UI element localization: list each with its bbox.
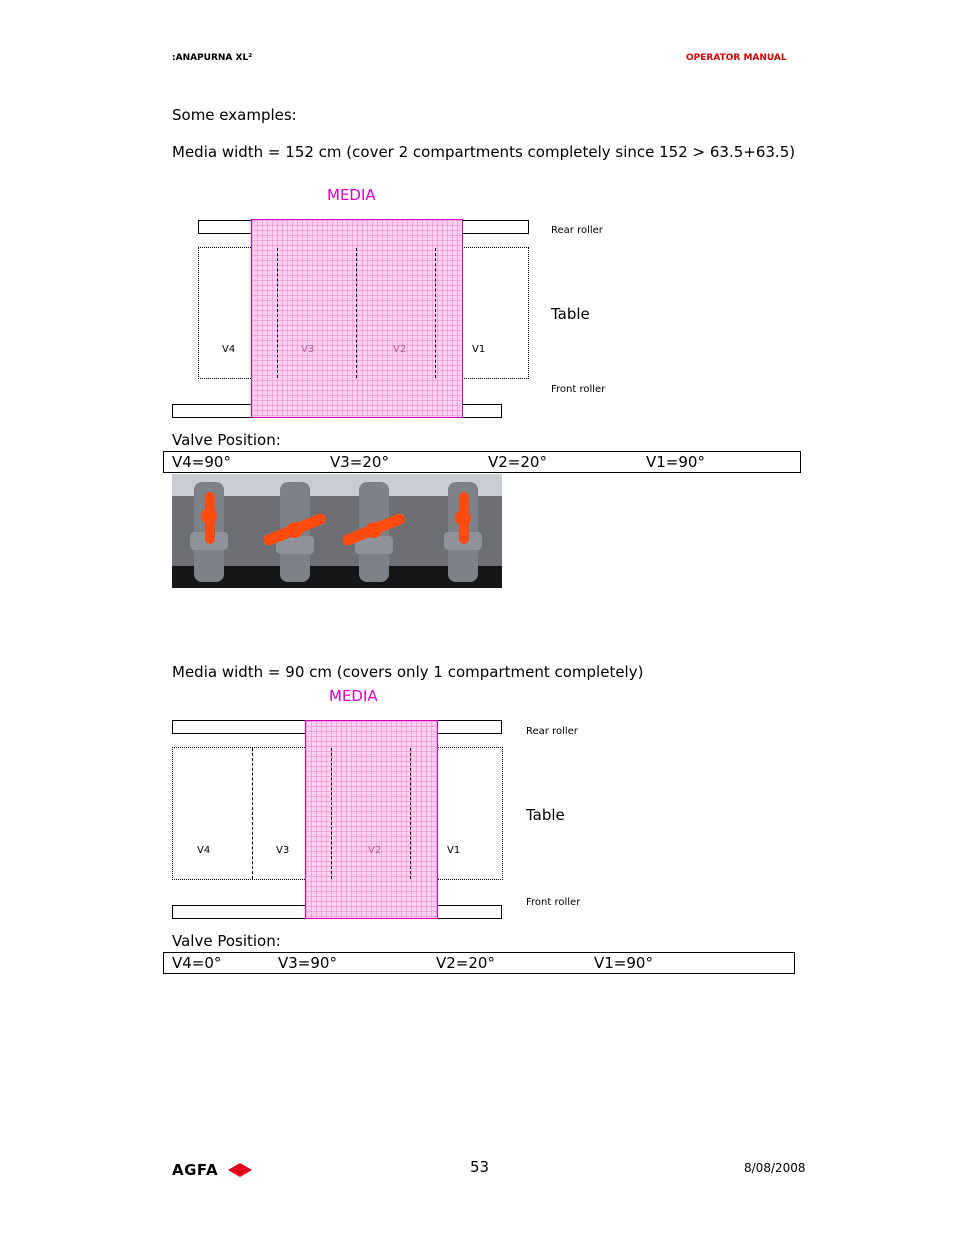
example1-v4-label: V4 [222,344,236,355]
example2-divider-1 [252,748,253,879]
example1-divider-2 [356,248,357,378]
example2-v2-position: V2=20° [436,954,495,972]
example2-caption: Media width = 90 cm (covers only 1 compartment completely) [172,663,644,681]
example1-rear-roller-label: Rear roller [551,225,603,236]
example2-v3-label: V3 [276,845,290,856]
example1-table-label: Table [551,305,590,323]
example2-v4-label: V4 [197,845,211,856]
example2-divider-2 [331,748,332,879]
example2-valve-positions [163,952,795,974]
valve-photo [172,474,502,588]
example1-divider-1 [277,248,278,378]
agfa-logo [172,1161,253,1179]
example2-divider-3 [410,748,411,879]
example2-v2-label: V2 [368,845,382,856]
valve-4 [444,482,482,582]
example2-v4-position: V4=0° [172,954,222,972]
example1-front-roller-label: Front roller [551,384,606,395]
example1-v3-position: V3=20° [330,453,389,471]
example2-v1-label: V1 [447,845,461,856]
page-number: 53 [470,1158,490,1176]
product-name: :ANAPURNA XL² [172,53,253,63]
example1-media-label: MEDIA [327,186,376,204]
example1-media-sheet [251,219,463,418]
example1-v4-position: V4=90° [172,453,231,471]
example1-v3-label: V3 [301,344,315,355]
example2-media-sheet [305,720,438,919]
agfa-logo-text: AGFA [172,1161,219,1179]
example2-valve-heading: Valve Position: [172,932,281,950]
intro-text: Some examples: [172,106,297,124]
example1-v1-position: V1=90° [646,453,705,471]
valve-1 [190,482,228,582]
example1-v1-label: V1 [472,344,486,355]
example1-v2-position: V2=20° [488,453,547,471]
example1-divider-3 [435,248,436,378]
example2-rear-roller-label: Rear roller [526,726,578,737]
agfa-rhombus-icon [227,1162,253,1178]
example1-valve-positions [163,451,801,473]
document-date: 8/08/2008 [744,1161,806,1175]
example1-valve-heading: Valve Position: [172,431,281,449]
example2-v3-position: V3=90° [278,954,337,972]
example1-v2-label: V2 [393,344,407,355]
manual-title: OPERATOR MANUAL [686,53,787,63]
example2-table-label: Table [526,806,565,824]
example2-v1-position: V1=90° [594,954,653,972]
example1-caption: Media width = 152 cm (cover 2 compartments completely since 152 > 63.5+63.5) [172,143,796,161]
example2-front-roller-label: Front roller [526,897,581,908]
example2-media-label: MEDIA [329,687,378,705]
